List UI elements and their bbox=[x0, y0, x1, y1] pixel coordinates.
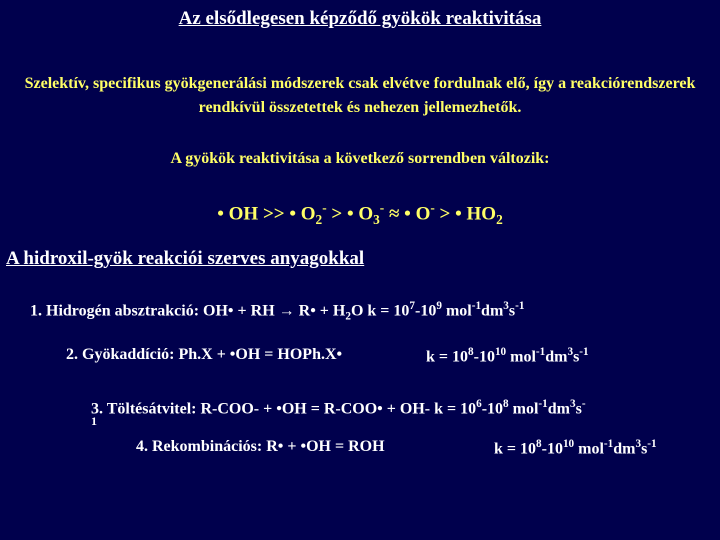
section-subtitle: A hidroxil-gyök reakciói szerves anyagokkal bbox=[6, 248, 365, 269]
rate-sup: -1 bbox=[535, 346, 546, 358]
reaction-3-wrap: 1 bbox=[91, 414, 97, 428]
rate-text: dm bbox=[547, 400, 570, 418]
rate-sup: 8 bbox=[503, 398, 509, 410]
reaction-text: 3. Töltésátvitel: R-COO- + •OH = R-COO• + OH- k = 10 bbox=[91, 400, 477, 418]
reaction-text: -10 bbox=[415, 302, 437, 320]
approx-symbol: ≈ bbox=[384, 203, 405, 225]
reaction-1 bbox=[30, 300, 524, 323]
rate-text: -10 bbox=[473, 348, 495, 366]
reaction-text: mol bbox=[441, 302, 472, 320]
rate-sup: -1 bbox=[579, 346, 589, 358]
rate-text: s bbox=[573, 348, 580, 366]
reaction-text: R• + H bbox=[294, 302, 346, 320]
reaction-sub: 2 bbox=[345, 310, 351, 323]
rate-text: s bbox=[641, 440, 648, 458]
reaction-sup: -1 bbox=[471, 300, 482, 312]
reaction-sup: -1 bbox=[515, 300, 525, 312]
rate-text: dm bbox=[613, 440, 636, 458]
intro-paragraph: Szelektív, specifikus gyökgenerálási módszerek csak elvétve fordulnak elő, így a reakciórendszerek rendkívül összetettek és nehezen jellemezhetők. bbox=[24, 75, 696, 116]
rate-text: mol bbox=[574, 440, 604, 458]
rate-text: -10 bbox=[481, 400, 504, 418]
reaction-4-equation: 4. Rekombinációs: R• + •OH = ROH bbox=[136, 438, 385, 455]
reaction-2-equation: 2. Gyökaddíció: Ph.X + •OH = HOPh.X• bbox=[66, 346, 343, 363]
rate-sup: 6 bbox=[476, 398, 482, 410]
arrow-icon: → bbox=[278, 302, 295, 320]
slide-title: Az elsődlegesen képződő gyökök reaktivitása bbox=[178, 8, 542, 29]
rate-sup: -1 bbox=[538, 398, 548, 410]
rate-text: -10 bbox=[541, 440, 563, 458]
rate-sup: 3 bbox=[569, 398, 576, 410]
reaction-text: 1. Hidrogén absztrakció: OH• + RH bbox=[30, 302, 279, 320]
rate-text: dm bbox=[545, 348, 568, 366]
order-sub: 3 bbox=[373, 212, 380, 228]
reaction-4-rate bbox=[494, 438, 657, 458]
order-part: • O bbox=[404, 203, 431, 225]
rate-text: s bbox=[575, 400, 582, 418]
reaction-2-rate bbox=[426, 346, 589, 366]
rate-sup: 3 bbox=[567, 346, 574, 358]
order-sup: - bbox=[322, 200, 327, 215]
rate-sup: -1 bbox=[603, 438, 614, 450]
rate-sup: 8 bbox=[536, 438, 542, 450]
reactivity-order bbox=[0, 200, 720, 228]
order-sub: 2 bbox=[315, 212, 323, 228]
order-sup: - bbox=[430, 200, 435, 215]
reaction-sup: 7 bbox=[409, 300, 416, 312]
rate-sup: 10 bbox=[562, 438, 575, 450]
reaction-3 bbox=[91, 398, 586, 418]
rate-sup: -1 bbox=[647, 438, 657, 450]
order-part: > • HO bbox=[434, 203, 497, 225]
reaction-text: O k = 10 bbox=[350, 302, 410, 320]
rate-sup: - bbox=[581, 398, 586, 410]
order-part: > • O bbox=[326, 203, 374, 225]
order-part: • OH >> • O bbox=[217, 203, 316, 225]
order-sub: 2 bbox=[496, 212, 503, 228]
reaction-text: dm bbox=[481, 302, 504, 320]
rate-sup: 3 bbox=[635, 438, 642, 450]
reaction-sup: 3 bbox=[503, 300, 509, 312]
rate-sup: 10 bbox=[494, 346, 507, 358]
reaction-text: s bbox=[508, 302, 516, 320]
reaction-sup: 9 bbox=[436, 300, 442, 312]
rate-sup: 8 bbox=[468, 346, 474, 358]
rate-text: k = 10 bbox=[426, 348, 469, 366]
rate-text: mol bbox=[506, 348, 536, 366]
rate-text: k = 10 bbox=[494, 440, 537, 458]
rate-text: mol bbox=[508, 400, 539, 418]
order-sup: - bbox=[379, 200, 385, 215]
order-lead-text: A gyökök reaktivitása a következő sorrendben változik: bbox=[170, 150, 550, 167]
